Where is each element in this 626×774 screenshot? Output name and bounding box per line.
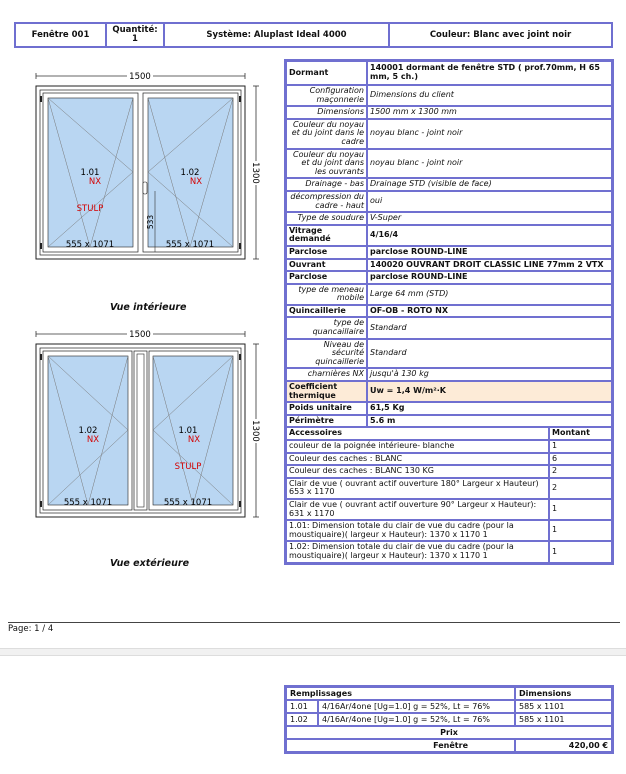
accessory-label: Couleur des caches : BLANC 130 KG (286, 465, 549, 478)
stulp-label: STULP (76, 204, 104, 214)
spec-value: Dimensions du client (367, 85, 612, 106)
spec-value: jusqu'à 130 kg (367, 368, 612, 381)
sash-left-tag: NX (86, 435, 100, 445)
spec-value: 1500 mm x 1300 mm (367, 106, 612, 119)
header-strip (14, 22, 613, 48)
price-value: 420,00 € (515, 739, 612, 752)
accessory-label: Couleur des caches : BLANC (286, 453, 549, 466)
handle-icon (143, 182, 147, 194)
accessory-qty: 1 (549, 520, 612, 541)
window-drawing-exterior (26, 324, 276, 524)
spec-value: 140001 dormant de fenêtre STD ( prof.70mm, H 65 mm, 5 ch.) (367, 61, 612, 85)
spec-key: décompression du cadre - haut (286, 191, 367, 212)
caption-exterior: Vue extérieure (110, 558, 190, 569)
stulp-label: STULP (174, 462, 202, 472)
filling-id: 1.01 (286, 700, 318, 713)
page-separator (0, 648, 626, 656)
accessory-label: 1.01: Dimension totale du clair de vue du cadre (pour la moustiquaire)( largeur x Hauteur): 1370 x 1170 1 (286, 520, 549, 541)
spec-key: Type de soudure (286, 212, 367, 225)
accessory-qty: 1 (549, 541, 612, 562)
filling-dims: 585 x 1101 (515, 713, 612, 726)
spec-value: parclose ROUND-LINE (367, 246, 612, 259)
handle-height: 533 (146, 214, 155, 230)
accessory-qty: 2 (549, 478, 612, 499)
size-left: 555 x 1071 (63, 498, 113, 508)
spec-value: Standard (367, 317, 612, 338)
spec-key: type de meneau mobile (286, 284, 367, 305)
caption-interior: Vue intérieure (110, 302, 187, 313)
accessory-qty: 1 (549, 499, 612, 520)
spec-key: Poids unitaire (286, 402, 367, 415)
sash-right-id: 1.02 (180, 168, 200, 178)
spec-value: 140020 OUVRANT DROIT CLASSIC LINE 77mm 2 VTX (367, 259, 612, 272)
accessory-qty: 6 (549, 453, 612, 466)
sash-right-tag: NX (189, 177, 203, 187)
page-number: Page: 1 / 4 (8, 624, 54, 634)
spec-key: Ouvrant (286, 259, 367, 272)
spec-value: noyau blanc - joint noir (367, 119, 612, 149)
spec-key: type de quancaillaire (286, 317, 367, 338)
spec-key: Quincaillerie (286, 305, 367, 318)
spec-table (284, 59, 614, 565)
spec-key: Configuration maçonnerie (286, 85, 367, 106)
spec-value: oui (367, 191, 612, 212)
spec-key: charnières NX (286, 368, 367, 381)
filling-desc: 4/16Ar/4one [Ug=1.0] g = 52%, Lt = 76% (318, 713, 515, 726)
width-label: 1500 (129, 72, 151, 82)
quantity: Quantité: 1 (107, 24, 165, 46)
fillings-header: Remplissages (286, 687, 515, 700)
fillings-table (284, 685, 614, 754)
accessory-label: Clair de vue ( ouvrant actif ouverture 90° Largeur x Hauteur): 631 x 1170 (286, 499, 549, 520)
accessory-qty: 1 (549, 440, 612, 453)
spec-key: Parclose (286, 246, 367, 259)
sash-left-id: 1.02 (78, 426, 98, 436)
sash-right-id: 1.01 (178, 426, 198, 436)
spec-value: 4/16/4 (367, 225, 612, 246)
spec-key: Drainage - bas (286, 178, 367, 191)
spec-key: Parclose (286, 271, 367, 284)
spec-value: OF-OB - ROTO NX (367, 305, 612, 318)
filling-id: 1.02 (286, 713, 318, 726)
size-right: 555 x 1071 (163, 498, 213, 508)
spec-value: Standard (367, 339, 612, 369)
size-left: 555 x 1071 (65, 240, 115, 250)
sash-left-id: 1.01 (80, 168, 100, 178)
spec-key: Dormant (286, 61, 367, 85)
spec-value: parclose ROUND-LINE (367, 271, 612, 284)
fillings-dims-header: Dimensions (515, 687, 612, 700)
color: Couleur: Blanc avec joint noir (429, 29, 572, 40)
filling-desc: 4/16Ar/4one [Ug=1.0] g = 52%, Lt = 76% (318, 700, 515, 713)
spec-value: Uw = 1,4 W/m²·K (367, 381, 612, 402)
sash-right-tag: NX (187, 435, 201, 445)
spec-key: Coefficient thermique (286, 381, 367, 402)
accessory-label: couleur de la poignée intérieure- blanche (286, 440, 549, 453)
spec-key: Couleur du noyau et du joint dans le cadre (286, 119, 367, 149)
height-label: 1300 (250, 420, 260, 442)
spec-value: V-Super (367, 212, 612, 225)
spec-value: 5.6 m (367, 415, 612, 428)
spec-key: Vitrage demandé (286, 225, 367, 246)
width-label: 1500 (129, 330, 151, 340)
accessories-header: Accessoires (286, 427, 549, 440)
spec-value: 61,5 Kg (367, 402, 612, 415)
mullion (134, 351, 147, 510)
spec-value: noyau blanc - joint noir (367, 149, 612, 179)
spec-key: Périmètre (286, 415, 367, 428)
footer-divider (8, 622, 620, 623)
system: Système: Aluplast Ideal 4000 (165, 24, 390, 46)
spec-value: Large 64 mm (STD) (367, 284, 612, 305)
accessory-qty: 2 (549, 465, 612, 478)
spec-key: Niveau de sécurité quincaillerie (286, 339, 367, 369)
spec-key: Dimensions (286, 106, 367, 119)
filling-dims: 585 x 1101 (515, 700, 612, 713)
spec-key: Couleur du noyau et du joint dans les ouvrants (286, 149, 367, 179)
accessory-label: 1.02: Dimension totale du clair de vue du cadre (pour la moustiquaire)( largeur x Hauteur): 1370 x 1170 1 (286, 541, 549, 562)
size-right: 555 x 1071 (165, 240, 215, 250)
sash-left-tag: NX (88, 177, 102, 187)
accessories-qty-header: Montant (549, 427, 612, 440)
height-label: 1300 (250, 162, 260, 184)
window-drawing-interior (26, 66, 276, 266)
window-id: Fenêtre 001 (16, 24, 107, 46)
price-label: Fenêtre (286, 739, 515, 752)
accessory-label: Clair de vue ( ouvrant actif ouverture 180° Largeur x Hauteur) 653 x 1170 (286, 478, 549, 499)
spec-value: Drainage STD (visible de face) (367, 178, 612, 191)
price-header: Prix (286, 726, 612, 739)
